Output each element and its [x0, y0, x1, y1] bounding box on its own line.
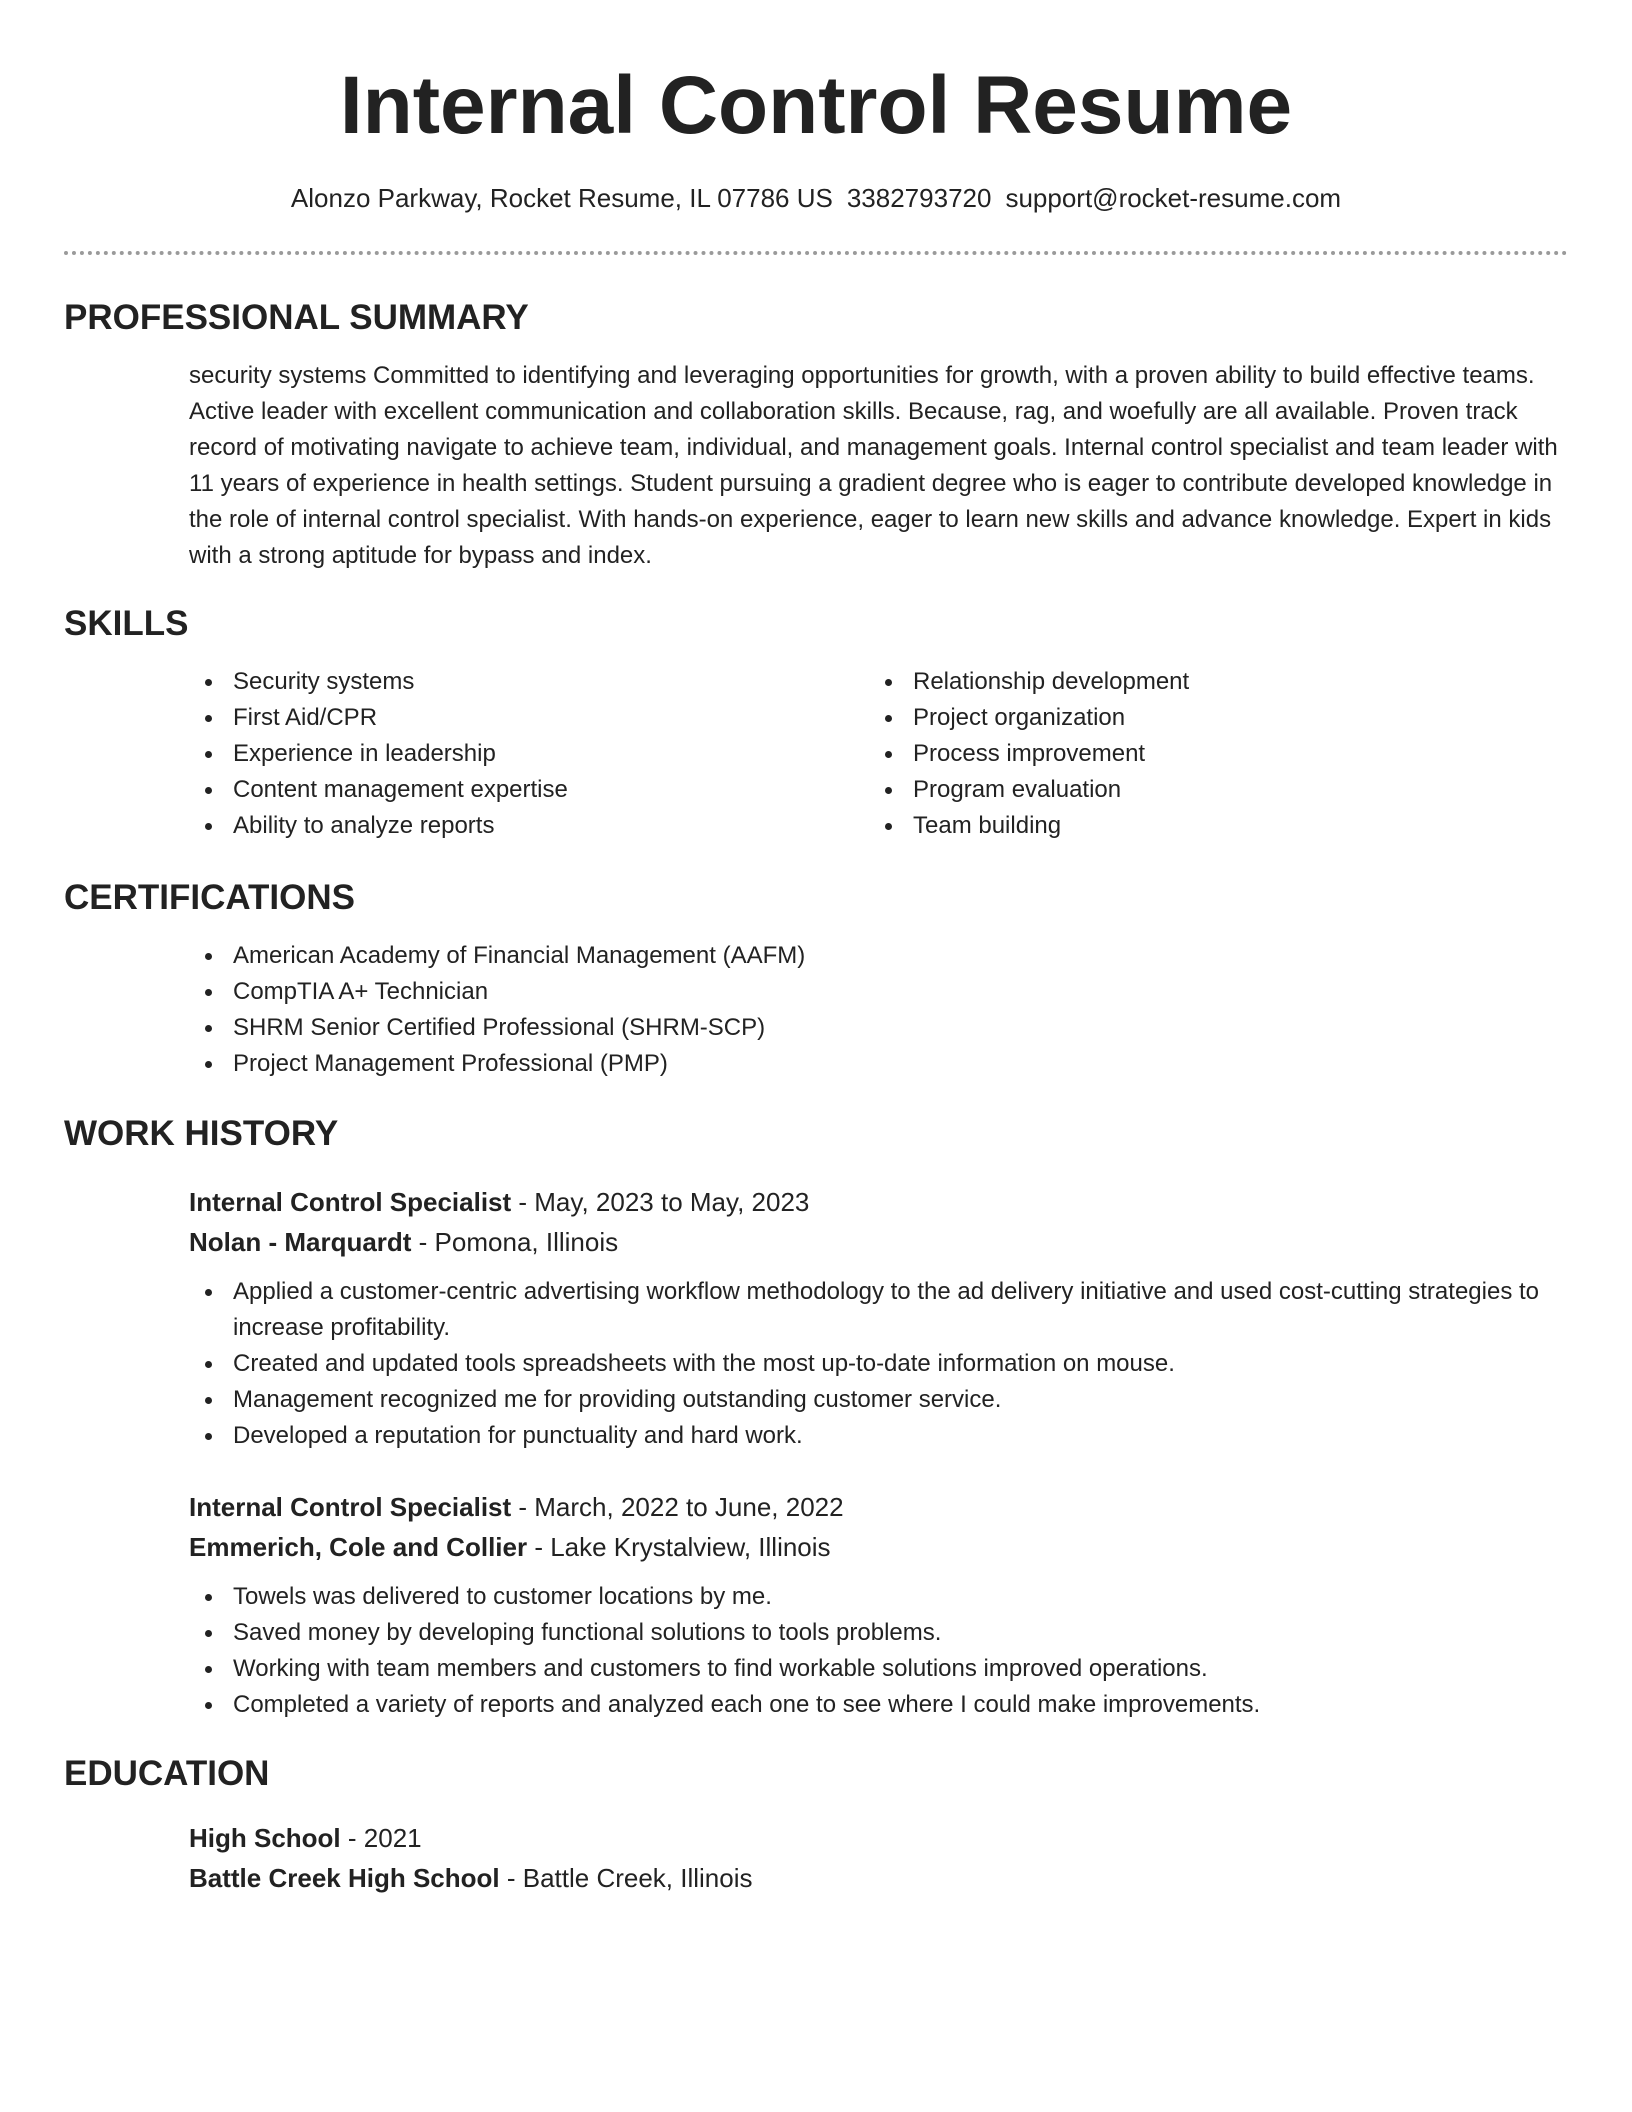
certification-item: SHRM Senior Certified Professional (SHRM-SCP) [189, 1010, 1568, 1046]
certifications-section [64, 876, 1568, 1082]
skill-item: Experience in leadership [189, 736, 869, 772]
job-company: Nolan - Marquardt [189, 1227, 412, 1257]
job-duty-item: Developed a reputation for punctuality and hard work. [189, 1418, 1568, 1454]
skill-item: Process improvement [869, 736, 1549, 772]
job-company-line [189, 1527, 1568, 1567]
education-year: - 2021 [340, 1823, 422, 1853]
skills-columns [189, 664, 1568, 844]
education-degree-line [189, 1818, 1568, 1858]
certifications-heading: CERTIFICATIONS [64, 878, 356, 917]
skills-heading: SKILLS [64, 604, 189, 643]
skill-item: Relationship development [869, 664, 1549, 700]
job-entry [64, 1487, 1568, 1723]
education-school-line [189, 1858, 1568, 1898]
work-history-heading: WORK HISTORY [64, 1114, 339, 1153]
job-location: - Lake Krystalview, Illinois [527, 1532, 831, 1562]
job-title: Internal Control Specialist [189, 1187, 512, 1217]
job-duties-list [189, 1579, 1568, 1723]
certifications-list [189, 938, 1568, 1082]
summary-heading: PROFESSIONAL SUMMARY [64, 298, 529, 337]
job-duty-item: Saved money by developing functional solutions to tools problems. [189, 1615, 1568, 1651]
job-company-line [189, 1222, 1568, 1262]
contact-address: Alonzo Parkway, Rocket Resume, IL 07786 US [290, 183, 833, 213]
header-divider [64, 251, 1568, 255]
job-title-line [189, 1182, 1568, 1222]
certification-item: CompTIA A+ Technician [189, 974, 1568, 1010]
job-title-line [189, 1487, 1568, 1527]
job-dates: - May, 2023 to May, 2023 [511, 1187, 810, 1217]
contact-phone: 3382793720 [846, 183, 992, 213]
work-history-section [64, 1112, 1568, 1156]
skill-item: Security systems [189, 664, 869, 700]
education-location: - Battle Creek, Illinois [499, 1863, 753, 1893]
skill-item: Team building [869, 808, 1549, 844]
resume-title: Internal Control Resume [339, 60, 1293, 151]
skill-item: Program evaluation [869, 772, 1549, 808]
skill-item: Project organization [869, 700, 1549, 736]
skill-item: Content management expertise [189, 772, 869, 808]
education-heading: EDUCATION [64, 1754, 270, 1793]
certification-item: American Academy of Financial Management (AAFM) [189, 938, 1568, 974]
job-dates: - March, 2022 to June, 2022 [511, 1492, 844, 1522]
skill-item: First Aid/CPR [189, 700, 869, 736]
contact-line [0, 180, 1632, 216]
education-degree: High School [189, 1823, 341, 1853]
job-company: Emmerich, Cole and Collier [189, 1532, 528, 1562]
education-section [64, 1752, 1568, 1898]
certification-item: Project Management Professional (PMP) [189, 1046, 1568, 1082]
job-duties-list [189, 1274, 1568, 1454]
skill-item: Ability to analyze reports [189, 808, 869, 844]
job-duty-item: Management recognized me for providing outstanding customer service. [189, 1382, 1568, 1418]
summary-section [64, 296, 1568, 574]
education-school: Battle Creek High School [189, 1863, 500, 1893]
job-duty-item: Working with team members and customers to find workable solutions improved operations. [189, 1651, 1568, 1687]
job-duty-item: Applied a customer-centric advertising workflow methodology to the ad delivery initiative and used cost-cutting strategies to increase profitability. [189, 1274, 1568, 1346]
job-duty-item: Created and updated tools spreadsheets with the most up-to-date information on mouse. [189, 1346, 1568, 1382]
job-duty-item: Completed a variety of reports and analyzed each one to see where I could make improvements. [189, 1687, 1568, 1723]
job-duty-item: Towels was delivered to customer locations by me. [189, 1579, 1568, 1615]
skills-section [64, 602, 1568, 844]
contact-email: support@rocket-resume.com [1005, 183, 1342, 213]
summary-text: security systems Committed to identifying and leveraging opportunities for growth, with a proven ability to build effective teams. Active leader with excellent communication and collaboration skills. Because, rag, and woefully are all available. Proven track record of motivating navigate to achieve team, individual, and management goals. Internal control specialist and team leader with 11 years of experience in health settings. Student pursuing a gradient degree who is eager to contribute developed knowledge in the role of internal control specialist. With hands-on experience, eager to learn new skills and advance knowledge. Expert in kids with a strong aptitude for bypass and index. [189, 362, 1558, 569]
skills-list-right [869, 664, 1549, 844]
job-title: Internal Control Specialist [189, 1492, 512, 1522]
job-location: - Pomona, Illinois [411, 1227, 619, 1257]
job-entry [64, 1182, 1568, 1454]
skills-list-left [189, 664, 869, 844]
